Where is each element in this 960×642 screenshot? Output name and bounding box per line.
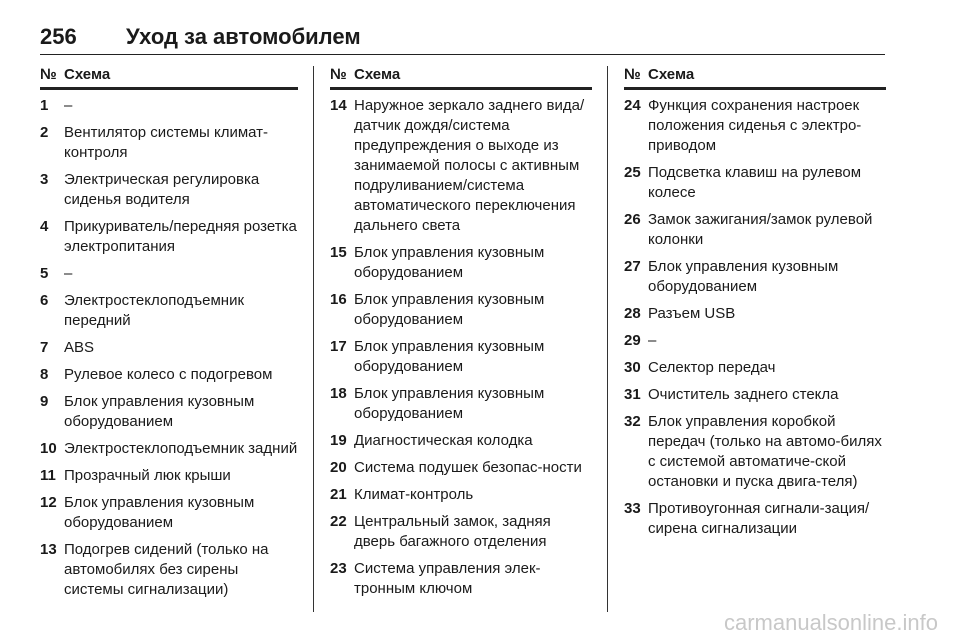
fuse-table-column-2: [330, 66, 592, 606]
table-row: [40, 365, 298, 385]
fuse-number: 5: [40, 265, 49, 282]
table-row: [330, 384, 592, 424]
fuse-table-column-1: [40, 66, 298, 607]
fuse-number: 8: [40, 366, 49, 383]
table-row: [40, 392, 298, 432]
fuse-number: 22: [330, 513, 347, 530]
fuse-description: Функция сохранения настроек положения сиденья с электро-приводом: [648, 97, 862, 154]
fuse-number: 10: [40, 440, 57, 457]
fuse-number: 18: [330, 385, 347, 402]
fuse-number: 2: [40, 124, 49, 141]
fuse-description: Рулевое колесо с подогревом: [64, 366, 273, 383]
fuse-number: 14: [330, 97, 347, 114]
fuse-description: Прикуриватель/передняя розетка электропитания: [64, 218, 297, 255]
fuse-table-column-3: [624, 66, 886, 546]
fuse-number: 15: [330, 244, 347, 261]
table-header: [40, 66, 298, 90]
fuse-description: Система управления элек-тронным ключом: [354, 560, 541, 597]
fuse-number: 9: [40, 393, 49, 410]
table-row: [624, 163, 886, 203]
fuse-description: Климат-контроль: [354, 486, 474, 503]
fuse-description: –: [64, 265, 73, 282]
table-row: [624, 210, 886, 250]
table-header: [624, 66, 886, 90]
fuse-description: Блок управления кузовным оборудованием: [64, 393, 255, 430]
page-header: [40, 24, 885, 55]
table-row: [624, 257, 886, 297]
fuse-number: 26: [624, 211, 641, 228]
fuse-number: 24: [624, 97, 641, 114]
table-row: [40, 439, 298, 459]
fuse-number: 27: [624, 258, 641, 275]
table-row: [330, 243, 592, 283]
fuse-description: –: [648, 332, 657, 349]
fuse-description: Наружное зеркало заднего вида/датчик дождя/система предупреждения о выходе из занимаемой полосы с активным подруливанием/система автоматического переключения дальнего света: [354, 97, 585, 234]
table-row: [330, 458, 592, 478]
header-number-label: №: [624, 66, 641, 83]
fuse-description: Блок управления кузовным оборудованием: [354, 244, 545, 281]
fuse-description: Блок управления кузовным оборудованием: [354, 291, 545, 328]
table-row: [40, 338, 298, 358]
fuse-description: Вентилятор системы климат-контроля: [64, 124, 269, 161]
fuse-description: Диагностическая колодка: [354, 432, 533, 449]
fuse-description: Блок управления кузовным оборудованием: [354, 338, 545, 375]
table-row: [624, 358, 886, 378]
fuse-description: Противоугонная сигнали-зация/сирена сигнализации: [648, 500, 870, 537]
fuse-description: Очиститель заднего стекла: [648, 386, 839, 403]
table-row: [624, 304, 886, 324]
fuse-description: Селектор передач: [648, 359, 776, 376]
table-row: [624, 96, 886, 156]
fuse-number: 6: [40, 292, 49, 309]
fuse-number: 30: [624, 359, 641, 376]
fuse-number: 7: [40, 339, 49, 356]
table-row: [40, 493, 298, 533]
table-row: [330, 337, 592, 377]
page-number: 256: [40, 24, 77, 49]
fuse-number: 21: [330, 486, 347, 503]
fuse-number: 13: [40, 541, 57, 558]
watermark: carmanualsonline.info: [723, 610, 938, 635]
header-scheme-label: Схема: [64, 66, 111, 83]
page-title: Уход за автомобилем: [126, 24, 361, 49]
fuse-description: Подогрев сидений (только на автомобилях без сирены системы сигнализации): [64, 541, 269, 598]
column-divider: [607, 66, 608, 612]
header-scheme-label: Схема: [648, 66, 695, 83]
fuse-description: ABS: [64, 339, 95, 356]
table-row: [624, 331, 886, 351]
table-header: [330, 66, 592, 90]
fuse-number: 1: [40, 97, 49, 114]
table-row: [330, 512, 592, 552]
fuse-number: 16: [330, 291, 347, 308]
fuse-number: 25: [624, 164, 641, 181]
fuse-description: Блок управления коробкой передач (только на автомо-билях с системой автоматиче-ской остановки и пуска двига-теля): [648, 413, 882, 490]
fuse-description: –: [64, 97, 73, 114]
table-row: [624, 499, 886, 539]
fuse-number: 17: [330, 338, 347, 355]
fuse-number: 23: [330, 560, 347, 577]
fuse-description: Блок управления кузовным оборудованием: [648, 258, 839, 295]
column-divider: [313, 66, 314, 612]
fuse-number: 11: [40, 467, 56, 484]
fuse-description: Прозрачный люк крыши: [64, 467, 231, 484]
fuse-number: 3: [40, 171, 49, 188]
table-row: [40, 466, 298, 486]
table-row: [40, 264, 298, 284]
fuse-number: 33: [624, 500, 641, 517]
fuse-description: Блок управления кузовным оборудованием: [354, 385, 545, 422]
fuse-description: Электростеклоподъемник задний: [64, 440, 298, 457]
fuse-number: 29: [624, 332, 641, 349]
table-row: [40, 540, 298, 600]
table-row: [40, 291, 298, 331]
table-row: [330, 485, 592, 505]
fuse-number: 12: [40, 494, 57, 511]
table-row: [624, 385, 886, 405]
table-row: [330, 431, 592, 451]
header-scheme-label: Схема: [354, 66, 401, 83]
fuse-number: 20: [330, 459, 347, 476]
table-row: [40, 170, 298, 210]
table-row: [40, 217, 298, 257]
table-row: [40, 96, 298, 116]
fuse-number: 32: [624, 413, 641, 430]
table-row: [624, 412, 886, 492]
table-row: [40, 123, 298, 163]
fuse-number: 28: [624, 305, 641, 322]
fuse-description: Замок зажигания/замок рулевой колонки: [648, 211, 873, 248]
fuse-description: Центральный замок, задняя дверь багажного отделения: [354, 513, 551, 550]
table-row: [330, 96, 592, 236]
fuse-description: Электростеклоподъемник передний: [64, 292, 245, 329]
table-row: [330, 559, 592, 599]
fuse-description: Блок управления кузовным оборудованием: [64, 494, 255, 531]
fuse-description: Разъем USB: [648, 305, 736, 322]
fuse-number: 31: [624, 386, 641, 403]
header-number-label: №: [330, 66, 347, 83]
fuse-description: Подсветка клавиш на рулевом колесе: [648, 164, 862, 201]
header-number-label: №: [40, 66, 57, 83]
fuse-description: Система подушек безопас-ности: [354, 459, 582, 476]
fuse-number: 19: [330, 432, 347, 449]
table-row: [330, 290, 592, 330]
fuse-number: 4: [40, 218, 49, 235]
fuse-description: Электрическая регулировка сиденья водителя: [64, 171, 260, 208]
